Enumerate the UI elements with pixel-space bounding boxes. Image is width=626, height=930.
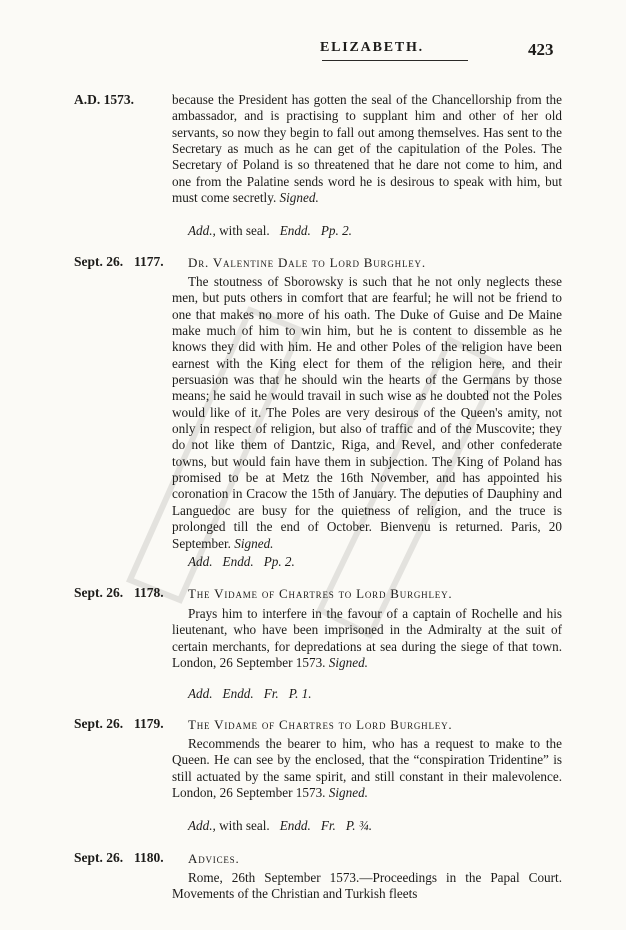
entry-heading: Dr. Valentine Dale to Lord Burghley.: [188, 255, 426, 270]
endorsement: Add., with seal. Endd. Pp. 2.: [188, 223, 352, 238]
entry-heading: Advices.: [188, 851, 240, 866]
entry-heading: The Vidame of Chartres to Lord Burghley.: [188, 717, 453, 732]
entry-date: Sept. 26.: [74, 716, 124, 731]
entry-number: 1179.: [134, 716, 164, 731]
entry-date: A.D. 1573.: [74, 92, 134, 107]
entry-date: Sept. 26.: [74, 254, 124, 269]
running-header: [0, 40, 626, 66]
header-rule: [322, 60, 468, 61]
entry-heading: The Vidame of Chartres to Lord Burghley.: [188, 586, 453, 601]
signed-note: Signed.: [328, 655, 368, 671]
endorsement: Add. Endd. Fr. P. 1.: [188, 686, 312, 701]
page-number: 423: [528, 40, 554, 59]
entry-text: Rome, 26th September 1573.—Proceedings in the Papal Court. Movements of the Christian and Turkish fleets: [172, 870, 562, 902]
entry-date: Sept. 26.: [74, 585, 124, 600]
entry-number: 1178.: [134, 585, 164, 600]
running-title: ELIZABETH.: [320, 40, 424, 55]
endorsement: Add., with seal. Endd. Fr. P. ¾.: [188, 818, 372, 833]
signed-note: Signed.: [234, 535, 274, 551]
entry-text: The stoutness of Sborowsky is such that he not only neglects these men, but puts others in comfort that are fearful; he will not be friend to one that makes no more of his oath. The Duke of Guise and De Maine make much of him to win him, but he is content to dissemble as he knows they did with him. He and other Poles of the religion have been earnest with the King elect for them of the religion here, and their persuasion was that he should win the hearts of the Germans by those means; he said he would travail in such wise as he doubted not the Poles would like of it. The Poles are very desirous of the Queen's amity, not only in respect of religion, but also of traffic and of the Muscovite; they do not like them of Dantzic, Riga, and Revel, and other confederate towns, but would fain have them in subjection. The King of Poland has promised to be at Metz the 16th November, and has appointed his coronation in Cracow the 15th of January. The deputies of Dauphiny and Languedoc are busy for the quietness of religion, and the truce is prolonged till the end of October. Bienvenu is returned. Paris, 20 September. Signed.: [172, 274, 562, 551]
entry-text: Recommends the bearer to him, who has a request to make to the Queen. He can see by the enclosed, that the “conspiration Tridentine” is still actuated by the same spirit, and still constant in their malevolence. London, 26 September 1573. Signed.: [172, 736, 562, 801]
entry-date: Sept. 26.: [74, 850, 124, 865]
entry-text: because the President has gotten the seal of the Chancellorship from the ambassador, and is practising to supplant him and other of her old servants, so now they begin to fall out among themselves. Has sent to the Secretary as much as he can get of the capitulation of the Poles. The Secretary of Poland is so threatened that he dare not come to him, and one from the Palatine sends word he is desirous to speak with him, but must come secretly. Signed.: [172, 92, 562, 206]
entry-text: Prays him to interfere in the favour of a captain of Rochelle and his lieutenant, who have been imprisoned in the Admiralty at the suit of certain merchants, for depredations at sea during the siege of that town. London, 26 September 1573. Signed.: [172, 606, 562, 671]
signed-note: Signed.: [328, 785, 368, 801]
entry-number: 1180.: [134, 850, 164, 865]
signed-note: Signed.: [279, 190, 319, 206]
endorsement: Add. Endd. Pp. 2.: [188, 554, 295, 569]
entry-number: 1177.: [134, 254, 164, 269]
